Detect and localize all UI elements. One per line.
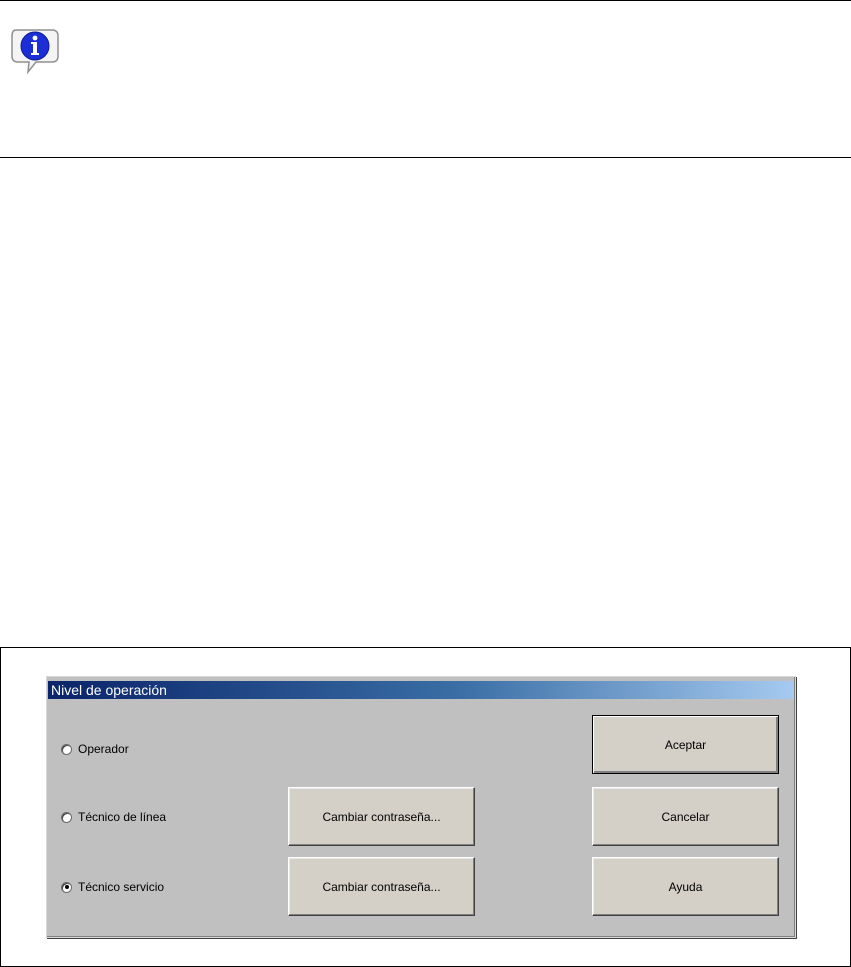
section-divider	[0, 157, 851, 158]
radio-tecnico-linea[interactable]	[61, 810, 166, 824]
screenshot-frame	[0, 647, 851, 967]
operation-level-dialog	[46, 676, 796, 938]
radio-operador[interactable]	[61, 742, 129, 756]
change-password-button-servicio[interactable]: Cambiar contraseña...	[288, 857, 475, 916]
accept-button[interactable]: Aceptar	[592, 715, 779, 774]
top-divider	[0, 0, 851, 1]
help-button[interactable]: Ayuda	[592, 857, 779, 916]
radio-tecnico-servicio[interactable]	[61, 880, 164, 894]
radio-label-tecnico-servicio: Técnico servicio	[78, 880, 165, 894]
cancel-button[interactable]: Cancelar	[592, 787, 779, 846]
dialog-title: Nivel de operación	[48, 681, 794, 699]
radio-button-selected-icon[interactable]	[61, 882, 72, 893]
radio-label-operador: Operador	[78, 742, 129, 756]
radio-button-icon[interactable]	[61, 744, 72, 755]
info-balloon-icon	[10, 26, 60, 74]
change-password-button-linea[interactable]: Cambiar contraseña...	[288, 787, 475, 846]
radio-label-tecnico-linea: Técnico de línea	[78, 810, 167, 824]
radio-button-icon[interactable]	[61, 812, 72, 823]
